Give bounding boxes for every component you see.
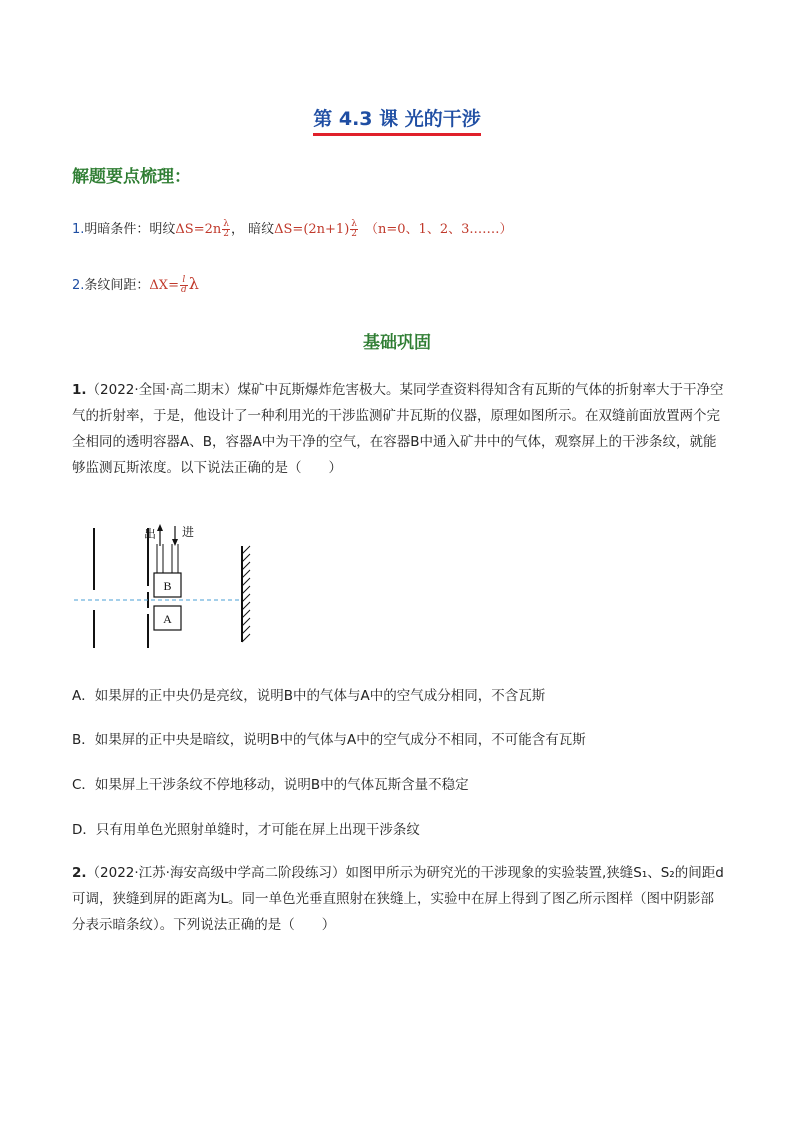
n-range: （n=0、1、2、3.……） (365, 222, 513, 237)
dark-fraction: $\frac{\lambda}{2}$ (351, 219, 358, 239)
point-1-mid: ， 暗纹 (231, 222, 275, 237)
point-2-number: 2. (72, 278, 85, 293)
page-title: 第 4.3 课 光的干涉 (0, 104, 794, 136)
lambda-symbol: λ (188, 274, 199, 293)
spacing-fraction: $\frac{l}{d}$ (180, 275, 187, 295)
container-b-label: B (163, 579, 172, 593)
question-1-text: 1.（2022·全国·高二期末）煤矿中瓦斯爆炸危害极大。某同学查资料得知含有瓦斯的气体的折射率大于干净空气的折射率，于是，他设计了一种利用光的干涉监测矿井瓦斯的仪器，原理如图所示。在双缝前面放置两个完全相同的透明容器A、B，容器A中为干净的空气，在容器B中通入矿井中的气体，观察屏上的干涉条纹，就能够监测瓦斯浓度。以下说法正确的是（ ） (72, 382, 724, 476)
bright-formula: ΔS=2n (175, 222, 222, 237)
point-1-text: 明暗条件：明纹 (84, 222, 176, 237)
container-a-label: A (163, 612, 172, 626)
question-2-text: 2.（2022·江苏·海安高级中学高二阶段练习）如图甲所示为研究光的干涉现象的实验装置,狭缝S₁、S₂的间距d可调，狭缝到屏的距离为L。同一单色光垂直照射在狭缝上，实验中在屏上得到了图乙所示图样（图中阴影部分表示暗条纹）。下列说法正确的是（ ） (72, 865, 724, 933)
in-arrow-icon (172, 539, 178, 546)
question-1-option-a: A．如果屏的正中央仍是亮纹，说明B中的气体与A中的空气成分相同，不含瓦斯 (72, 688, 546, 704)
key-points-heading: 解题要点梳理： (72, 167, 191, 187)
consolidation-heading: 基础巩固 (363, 333, 431, 353)
question-1-option-c: C．如果屏上干涉条纹不停地移动，说明B中的气体瓦斯含量不稳定 (72, 777, 469, 793)
spacing-formula: ΔX= (149, 278, 179, 293)
point-1 (72, 218, 513, 239)
point-2 (72, 274, 199, 295)
out-arrow-icon (157, 524, 163, 531)
question-1-option-d: D．只有用单色光照射单缝时，才可能在屏上出现干涉条纹 (72, 822, 420, 838)
out-label: 出 (143, 527, 157, 541)
in-label: 进 (181, 525, 195, 539)
bright-fraction: $\frac{\lambda}{2}$ (223, 219, 229, 239)
screen-hatching (242, 546, 250, 642)
point-1-number: 1. (72, 222, 85, 237)
gas-detector-diagram (70, 520, 270, 650)
dark-formula: ΔS=(2n+1) (274, 222, 350, 237)
point-2-text: 条纹间距： (84, 278, 150, 293)
question-1-option-b: B．如果屏的正中央是暗纹，说明B中的气体与A中的空气成分不相同，不可能含有瓦斯 (72, 732, 586, 748)
